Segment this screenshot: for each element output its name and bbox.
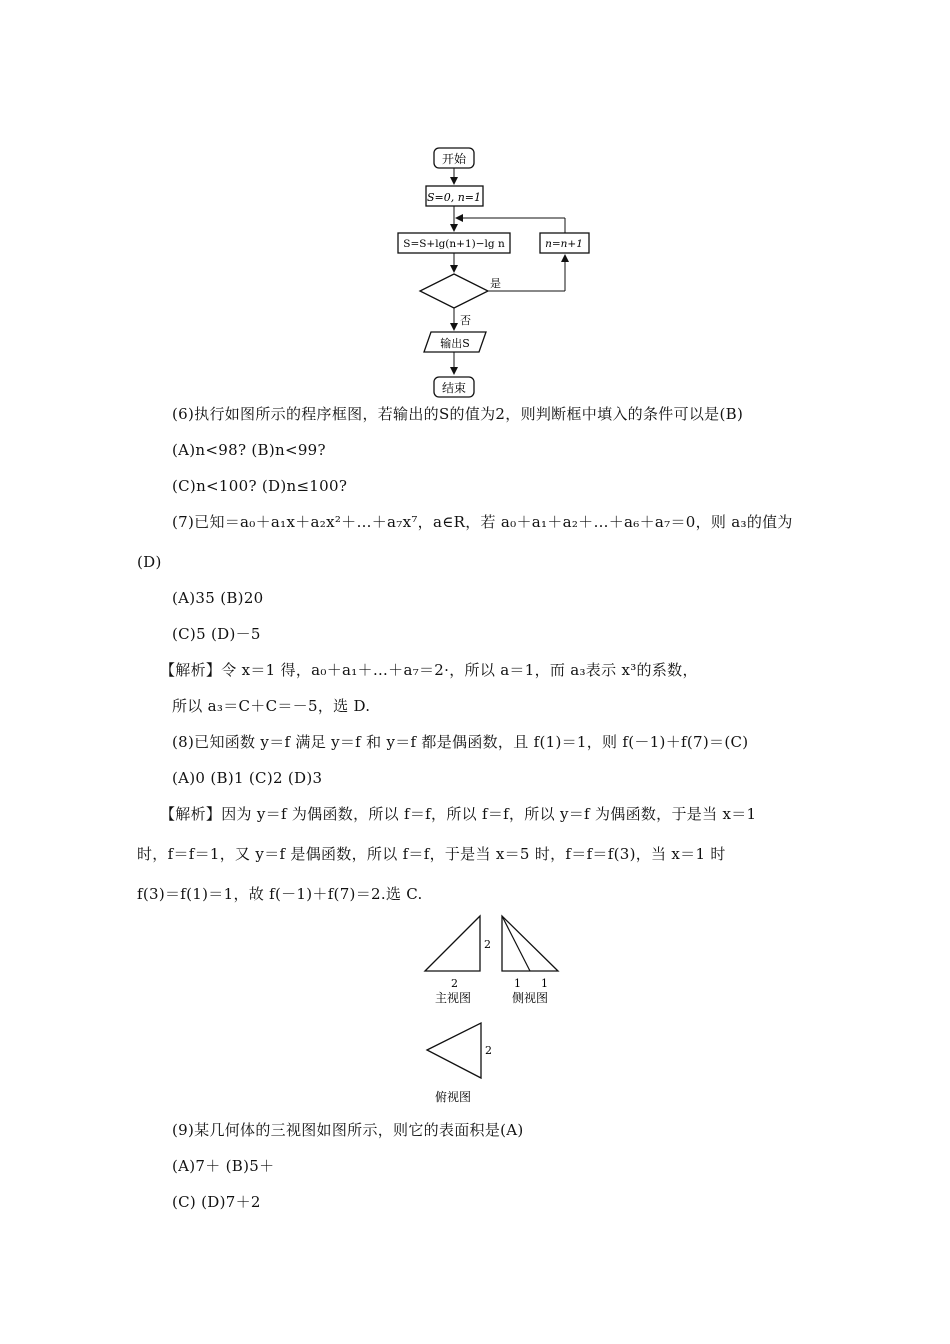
side-view-label: 侧视图 <box>511 991 549 1005</box>
front-view-triangle <box>425 916 480 971</box>
flowchart <box>0 0 950 420</box>
front-view-label: 主视图 <box>434 991 472 1005</box>
side-dim-left: 1 <box>514 977 521 990</box>
q7-options-ab: (A)35 (B)20 <box>172 589 264 607</box>
q8-options: (A)0 (B)1 (C)2 (D)3 <box>172 769 323 787</box>
q8-stem: (8)已知函数 y＝f 满足 y＝f 和 y＝f 都是偶函数，且 f(1)＝1，则 f(－1)＋f(7)＝(C) <box>172 733 749 751</box>
side-view-inner-line <box>502 916 530 971</box>
side-dim-right: 1 <box>541 977 548 990</box>
q9-options-ab: (A)7＋ (B)5＋ <box>172 1157 275 1175</box>
q8-solution-3: f(3)＝f(1)＝1，故 f(－1)＋f(7)＝2.选 C. <box>137 885 423 903</box>
q8-solution-2: 时，f＝f＝1，又 y＝f 是偶函数，所以 f＝f，于是当 x＝5 时，f＝f＝f(3)，当 x＝1 时 <box>137 845 726 863</box>
q6-options-cd: (C)n<100? (D)n≤100? <box>172 477 348 495</box>
q9-options-cd: (C) (D)7＋2 <box>172 1193 261 1211</box>
q9-stem: (9)某几何体的三视图如图所示，则它的表面积是(A) <box>172 1121 524 1139</box>
q6-stem: (6)执行如图所示的程序框图，若输出的S的值为2，则判断框中填入的条件可以是(B) <box>172 405 744 423</box>
top-view-label: 俯视图 <box>434 1090 472 1104</box>
process-label: S=S+lg(n+1)−lg n <box>403 238 505 250</box>
top-dim-right: 2 <box>485 1044 492 1057</box>
front-dim-bottom: 2 <box>451 977 458 990</box>
top-view-triangle <box>427 1023 481 1078</box>
increment-label: n=n+1 <box>545 238 583 250</box>
side-view-triangle <box>502 916 558 971</box>
q7-options-cd: (C)5 (D)－5 <box>172 625 261 643</box>
decision-diamond <box>420 274 488 308</box>
q8-solution-1: 【解析】因为 y＝f 为偶函数，所以 f＝f，所以 f＝f，所以 y＝f 为偶函数，于是当 x＝1 <box>160 805 757 823</box>
start-label: 开始 <box>441 152 467 166</box>
q7-solution-2: 所以 a₃＝C＋C＝－5，选 D. <box>172 697 371 715</box>
front-dim-right: 2 <box>484 938 491 951</box>
q7-solution-1: 【解析】令 x＝1 得，a₀＋a₁＋…＋a₇＝2·，所以 a＝1，而 a₃表示 x³的系数， <box>160 661 698 679</box>
q7-stem: (7)已知＝a₀＋a₁x＋a₂x²＋…＋a₇x⁷，a∈R，若 a₀＋a₁＋a₂＋…＋a₆＋a₇＝0，则 a₃的值为 <box>172 513 793 531</box>
q7-answer: (D) <box>137 553 162 571</box>
end-label: 结束 <box>441 381 467 395</box>
q6-options-ab: (A)n<98? (B)n<99? <box>172 441 326 459</box>
yes-label: 是 <box>490 277 501 290</box>
no-label: 否 <box>460 314 471 327</box>
three-view-diagram <box>0 905 950 1115</box>
init-label: S=0, n=1 <box>426 191 482 204</box>
output-label: 输出S <box>440 337 470 350</box>
